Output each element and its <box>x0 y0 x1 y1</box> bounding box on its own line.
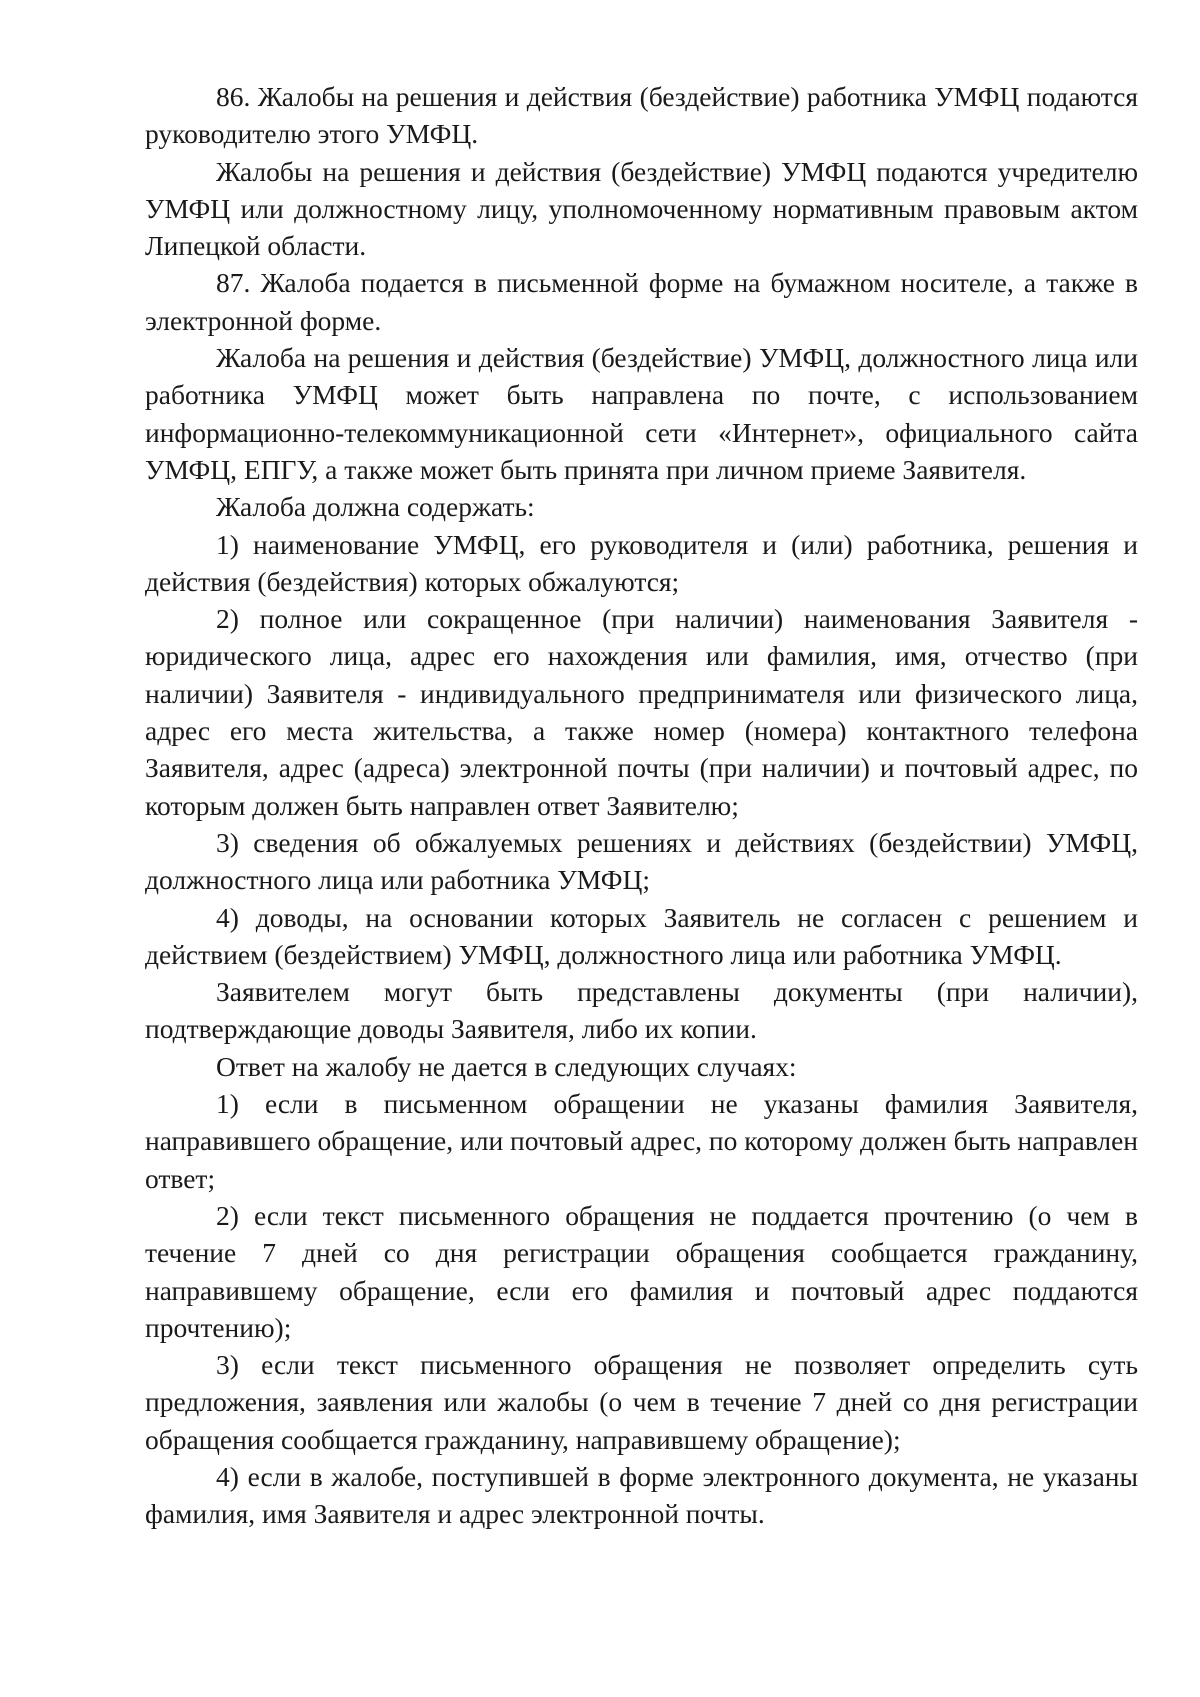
document-page <box>145 78 1138 1533</box>
list-item-no-response-1: 1) если в письменном обращении не указаны фамилия Заявителя, направившего обращение, или почтовый адрес, по которому должен быть направлен ответ; <box>145 1088 1138 1194</box>
list-item-contents-3: 3) сведения об обжалуемых решениях и действиях (бездействии) УМФЦ, должностного лица или работника УМФЦ; <box>145 826 1138 896</box>
paragraph-umfc-complaints: Жалобы на решения и действия (бездействие) УМФЦ подаются учредителю УМФЦ или должностному лицу, уполномоченному нормативным правовым актом Липецкой области. <box>145 155 1138 262</box>
list-item-no-response-4: 4) если в жалобе, поступившей в форме электронного документа, не указаны фамилия, имя Заявителя и адрес электронной почты. <box>145 1460 1138 1530</box>
list-item-contents-1: 1) наименование УМФЦ, его руководителя и (или) работника, решения и действия (бездействия) которых обжалуются; <box>145 528 1138 597</box>
paragraph-no-response-intro: Ответ на жалобу не дается в следующих случаях: <box>216 1050 797 1082</box>
paragraph-86-employee-complaints: 86. Жалобы на решения и действия (бездействие) работника УМФЦ подаются руководителю этого УМФЦ. <box>145 81 1138 150</box>
list-item-no-response-3: 3) если текст письменного обращения не позволяет определить суть предложения, заявления или жалобы (о чем в течение 7 дней со дня регистрации обращения сообщается гражданину, направившему обращение); <box>145 1349 1138 1455</box>
paragraph-complaint-contents-intro: Жалоба должна содержать: <box>216 491 535 523</box>
list-item-no-response-2: 2) если текст письменного обращения не поддается прочтению (о чем в течение 7 дней со дня регистрации обращения сообщается гражданину, направившему обращение, если его фамилия и почтовый адрес поддаются прочтению); <box>145 1199 1138 1343</box>
paragraph-supporting-documents: Заявителем могут быть представлены документы (при наличии), подтверждающие доводы Заявителя, либо их копии. <box>145 976 1138 1045</box>
list-item-contents-4: 4) доводы, на основании которых Заявитель не согласен с решением и действием (бездействием) УМФЦ, должностного лица или работника УМФЦ. <box>145 901 1138 970</box>
paragraph-87-complaint-form: 87. Жалоба подается в письменной форме на бумажном носителе, а также в электронной форме. <box>145 267 1138 336</box>
list-item-contents-2: 2) полное или сокращенное (при наличии) наименования Заявителя - юридического лица, адрес его нахождения или фамилия, имя, отчество (при наличии) Заявителя - индивидуального предпринимателя или физического лица, адрес его места жительства, а также номер (номера) контактного телефона Заявителя, адрес (адреса) электронной почты (при наличии) и почтовый адрес, по которым должен быть направлен ответ Заявителю; <box>145 603 1138 821</box>
paragraph-complaint-submission: Жалоба на решения и действия (бездействие) УМФЦ, должностного лица или работника УМФЦ может быть направлена по почте, с использованием информационно-телекоммуникационной сети «Интернет», официального сайта УМФЦ, ЕПГУ, а также может быть принята при личном приеме Заявителя. <box>145 342 1138 485</box>
